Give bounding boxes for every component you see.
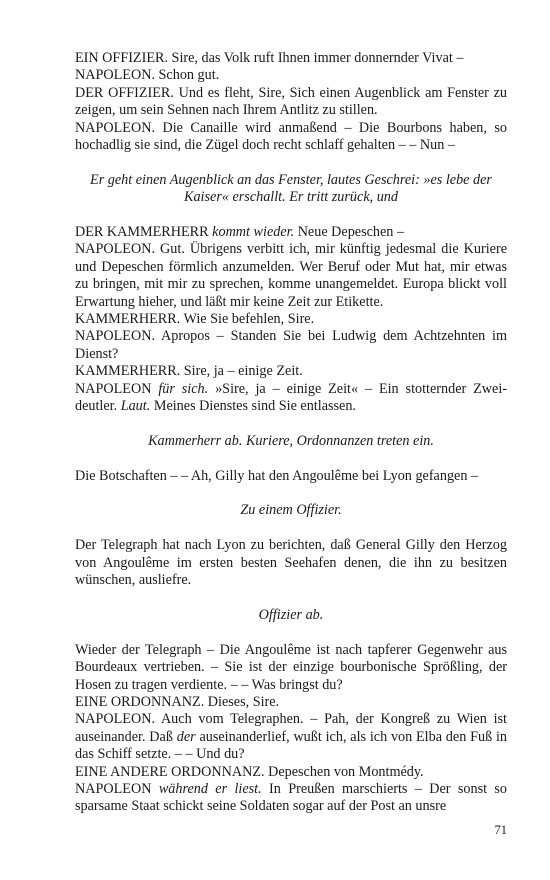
dialogue-line: Wieder der Telegraph – Die Angoulême ist nach tapferer Gegenwehr aus Bourdeaux vertrieben. – Sie ist der einzige bourbonische Sprößling, der Hosen zu tragen verdiente. – – Was bringst du? bbox=[75, 641, 507, 693]
spacer bbox=[75, 450, 507, 467]
dialogue-line: DER OFFIZIER. Und es fleht, Sire, Sich einen Augenblick am Fenster zu zeigen, um sein Sehnen nach Ihrem Antlitz zu stillen. bbox=[75, 84, 507, 119]
speech: Neue Depeschen – bbox=[294, 224, 405, 241]
dialogue-line: Der Telegraph hat nach Lyon zu berichten, daß General Gilly den Herzog von Angoulême im ersten besten Seehafen denen, die ihn zu besitzen wünschen, ausliefre. bbox=[75, 537, 507, 589]
dialogue-line: NAPOLEON. Schon gut. bbox=[75, 67, 220, 84]
dialogue-line: NAPOLEON. Gut. Übrigens verbitt ich, mir künftig jedesmal die Kuriere und Depeschen förmlich anzumelden. Wer Beruf oder Mut hat, mir etwas zu bringen, mit mir zu sprechen, komme unangemeldet. Europa blickt voll Erwartung hieher, und läßt mir keine Zeit zur Etikette. bbox=[75, 241, 507, 310]
speech: auseinanderlief, wußt ich, als ich von Elba den Fuß in das Schiff setzte. – – Und du? bbox=[75, 728, 507, 763]
dialogue-line: EIN OFFIZIER. Sire, das Volk ruft Ihnen immer donnernder Vivat – bbox=[75, 50, 464, 66]
dialogue-line bbox=[75, 781, 507, 816]
spacer bbox=[75, 624, 507, 641]
speech: »Sire, ja – einige Zeit« – Ein stotternder Zweideutler. bbox=[75, 380, 507, 415]
spacer bbox=[75, 154, 507, 171]
dialogue-line bbox=[75, 224, 507, 241]
inline-direction: während er liest. bbox=[158, 780, 262, 797]
dialogue-line: EINE ORDONNANZ. Dieses, Sire. bbox=[75, 693, 280, 710]
speech: NAPOLEON. Auch vom Telegraphen. – Pah, der Kongreß zu Wien ist auseinander. Daß bbox=[75, 711, 507, 745]
dialogue-line: Die Botschaften – – Ah, Gilly hat den Angoulême bei Lyon gefangen – bbox=[75, 467, 479, 484]
dialogue-line: KAMMERHERR. Sire, ja – einige Zeit. bbox=[75, 363, 303, 380]
spacer bbox=[75, 207, 507, 224]
emphasis: der bbox=[176, 728, 196, 745]
inline-direction: Laut. bbox=[120, 398, 151, 415]
dialogue-line: NAPOLEON. Apropos – Standen Sie bei Ludwig dem Achtzehnten im Dienst? bbox=[75, 328, 507, 362]
spacer bbox=[75, 520, 507, 537]
spacer bbox=[75, 416, 507, 433]
speaker: DER KAMMERHERR bbox=[75, 224, 213, 241]
dialogue-line bbox=[75, 381, 507, 416]
stage-direction: Zu einem Offizier. bbox=[240, 502, 342, 519]
page-number: 71 bbox=[494, 823, 507, 837]
speaker: NAPOLEON bbox=[75, 780, 159, 797]
speech: Meines Dienstes sind Sie entlassen. bbox=[150, 398, 356, 415]
inline-direction: kommt wieder. bbox=[212, 224, 295, 241]
speaker: NAPOLEON bbox=[75, 380, 159, 397]
inline-direction: für sich. bbox=[158, 380, 209, 397]
speech: In Preußen marschierts – Der sonst so sparsame Staat schickt seine Soldaten sogar auf der Post an unsre bbox=[75, 780, 508, 815]
dialogue-line: EINE ANDERE ORDONNANZ. Depeschen von Montmédy. bbox=[75, 763, 424, 780]
spacer bbox=[75, 590, 507, 607]
stage-direction: Kammerherr ab. Kuriere, Ordonnanzen treten ein. bbox=[148, 432, 434, 449]
stage-direction: Offizier ab. bbox=[258, 606, 324, 623]
book-page bbox=[75, 50, 507, 816]
spacer bbox=[75, 485, 507, 502]
dialogue-line: NAPOLEON. Die Canaille wird anmaßend – Die Bourbons haben, so hochadlig sie sind, die Zügel doch recht schlaff gehalten – – Nun – bbox=[75, 119, 507, 154]
dialogue-line: KAMMERHERR. Wie Sie befehlen, Sire. bbox=[75, 311, 315, 328]
dialogue-line bbox=[75, 711, 507, 763]
stage-direction: Er geht einen Augenblick an das Fenster, lautes Geschrei: »es lebe der Kaiser« erschallt. Er tritt zurück, und bbox=[90, 171, 492, 206]
